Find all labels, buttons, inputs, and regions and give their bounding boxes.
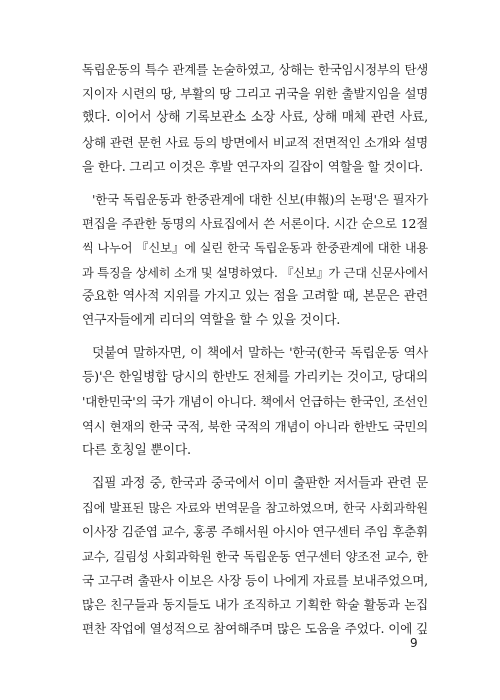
paragraph: [82, 472, 428, 641]
text-line: 이사장 김준엽 교수, 홍콩 주해서원 아시아 연구센터 주임 후춘휘: [82, 524, 428, 540]
text-line: 많은 친구들과 동지들도 내가 조직하고 기획한 학술 활동과 논집: [82, 596, 428, 612]
text-line: 덧붙여 말하자면, 이 책에서 말하는 '한국(한국 독립운동 역사: [92, 346, 428, 362]
text-line: 교수, 길림성 사회과학원 한국 독립운동 연구센터 양조전 교수, 한: [82, 548, 428, 564]
text-line: 상해 관련 문헌 사료 등의 방면에서 비교적 전면적인 소개와 설명: [82, 134, 428, 150]
text-line: '한국 독립운동과 한중관계에 대한 신보(申報)의 논평'은 필자가: [92, 191, 428, 207]
paragraph: [82, 58, 428, 179]
text-line: 연구자들에게 리더의 역할을 할 수 있을 것이다.: [82, 312, 341, 328]
text-line: '대한민국'의 국가 개념이 아니다. 책에서 언급하는 한국인, 조선인: [82, 394, 429, 410]
text-line: 을 한다. 그리고 이것은 후발 연구자의 길잡이 역할을 할 것이다.: [82, 158, 423, 174]
text-line: 독립운동의 특수 관계를 논술하였고, 상해는 한국임시정부의 탄생: [82, 62, 428, 77]
text-line: 씩 나누어 『신보』에 실린 한국 독립운동과 한중관계에 대한 내용: [82, 241, 428, 256]
text-line: 편집을 주관한 동명의 사료집에서 쓴 서론이다. 시간 순으로 12절: [82, 216, 428, 232]
text-line: 편찬 작업에 열성적으로 참여해주며 많은 도움을 주었다. 이에 깊: [82, 621, 428, 637]
paragraph: [82, 342, 428, 463]
text-line: 다른 호칭일 뿐이다.: [82, 442, 191, 458]
text-line: 지이자 시련의 땅, 부활의 땅 그리고 귀국을 위한 출발지임을 설명: [82, 86, 428, 102]
text-line: 과 특징을 상세히 소개 및 설명하였다. 『신보』가 근대 신문사에서: [82, 265, 429, 280]
text-line: 했다. 이어서 상해 기록보관소 소장 사료, 상해 매체 관련 사료,: [82, 110, 428, 126]
paragraph: [82, 188, 428, 333]
text-line: 집필 과정 중, 한국과 중국에서 이미 출판한 저서들과 관련 문: [92, 476, 428, 491]
text-line: 역시 현재의 한국 국적, 북한 국적의 개념이 아니라 한반도 국민의: [82, 418, 428, 434]
page-number: 9: [410, 636, 418, 650]
text-line: 집에 발표된 많은 자료와 번역문을 참고하였으며, 한국 사회과학원: [82, 501, 428, 516]
body-text: [82, 58, 428, 641]
text-line: 국 고구려 출판사 이보은 사장 등이 나에게 자료를 보내주었으며,: [82, 572, 428, 588]
text-line: 등)'은 한일병합 당시의 한반도 전체를 가리키는 것이고, 당대의: [82, 370, 428, 386]
text-line: 중요한 역사적 지위를 가지고 있는 점을 고려할 때, 본문은 관련: [82, 288, 428, 304]
